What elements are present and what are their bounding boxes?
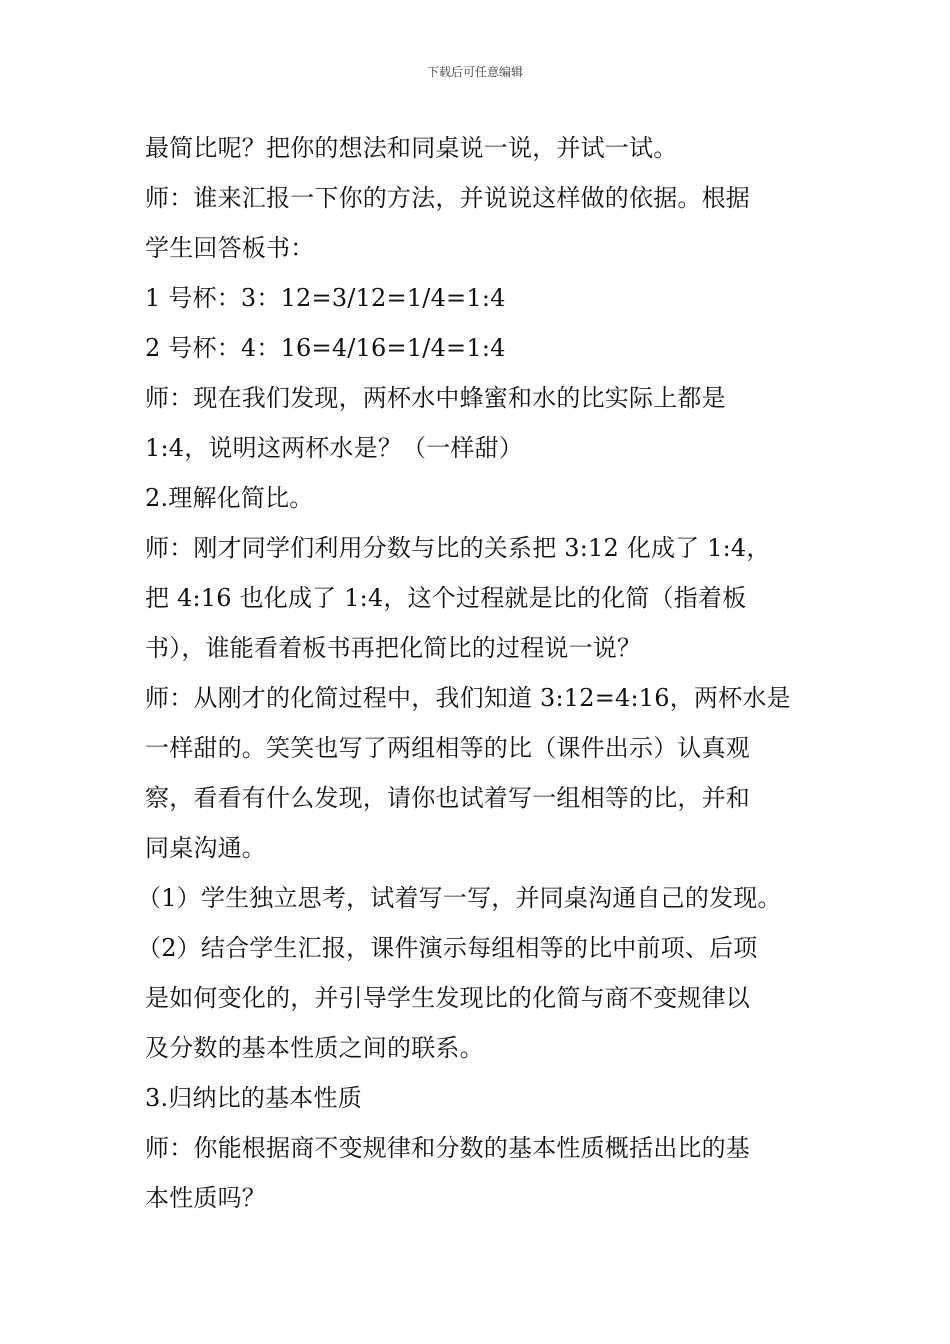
text-line: 1 号杯：3：12=3/12=1/4=1:4	[145, 284, 506, 312]
list-item: （2）结合学生汇报，课件演示每组相等的比中前项、后项	[137, 934, 758, 962]
text-line: 1:4，说明这两杯水是？（一样甜）	[145, 434, 524, 462]
text-line: 同桌沟通。	[145, 834, 266, 862]
section-heading: 2.理解化简比。	[145, 484, 314, 512]
text-line: 把 4:16 也化成了 1:4，这个过程就是比的化简（指着板	[145, 584, 747, 612]
text-line: 师：现在我们发现，两杯水中蜂蜜和水的比实际上都是	[145, 384, 726, 412]
text-line: 2 号杯：4：16=4/16=1/4=1:4	[145, 334, 506, 362]
document-body	[137, 123, 810, 1223]
text-line: 察，看看有什么发现，请你也试着写一组相等的比，并和	[145, 784, 750, 812]
text-line: 学生回答板书：	[145, 234, 315, 262]
text-line: 师：刚才同学们利用分数与比的关系把 3:12 化成了 1:4，	[145, 534, 771, 562]
section-heading: 3.归纳比的基本性质	[145, 1084, 362, 1112]
text-line: 是如何变化的，并引导学生发现比的化简与商不变规律以	[145, 984, 750, 1012]
text-line: 及分数的基本性质之间的联系。	[145, 1034, 484, 1062]
list-item: （1）学生独立思考，试着写一写，并同桌沟通自己的发现。	[137, 884, 782, 912]
text-line: 师：从刚才的化简过程中，我们知道 3:12=4:16，两杯水是	[145, 684, 791, 712]
text-line: 本性质吗？	[145, 1184, 266, 1212]
text-line: 书），谁能看着板书再把化简比的过程说一说？	[145, 634, 642, 662]
text-line: 师：谁来汇报一下你的方法，并说说这样做的依据。根据	[145, 184, 750, 212]
text-line: 一样甜的。笑笑也写了两组相等的比（课件出示）认真观	[145, 734, 750, 762]
text-line: 师：你能根据商不变规律和分数的基本性质概括出比的基	[145, 1134, 750, 1162]
page-header: 下载后可任意编辑	[426, 65, 523, 79]
text-line: 最简比呢？把你的想法和同桌说一说，并试一试。	[145, 134, 678, 162]
